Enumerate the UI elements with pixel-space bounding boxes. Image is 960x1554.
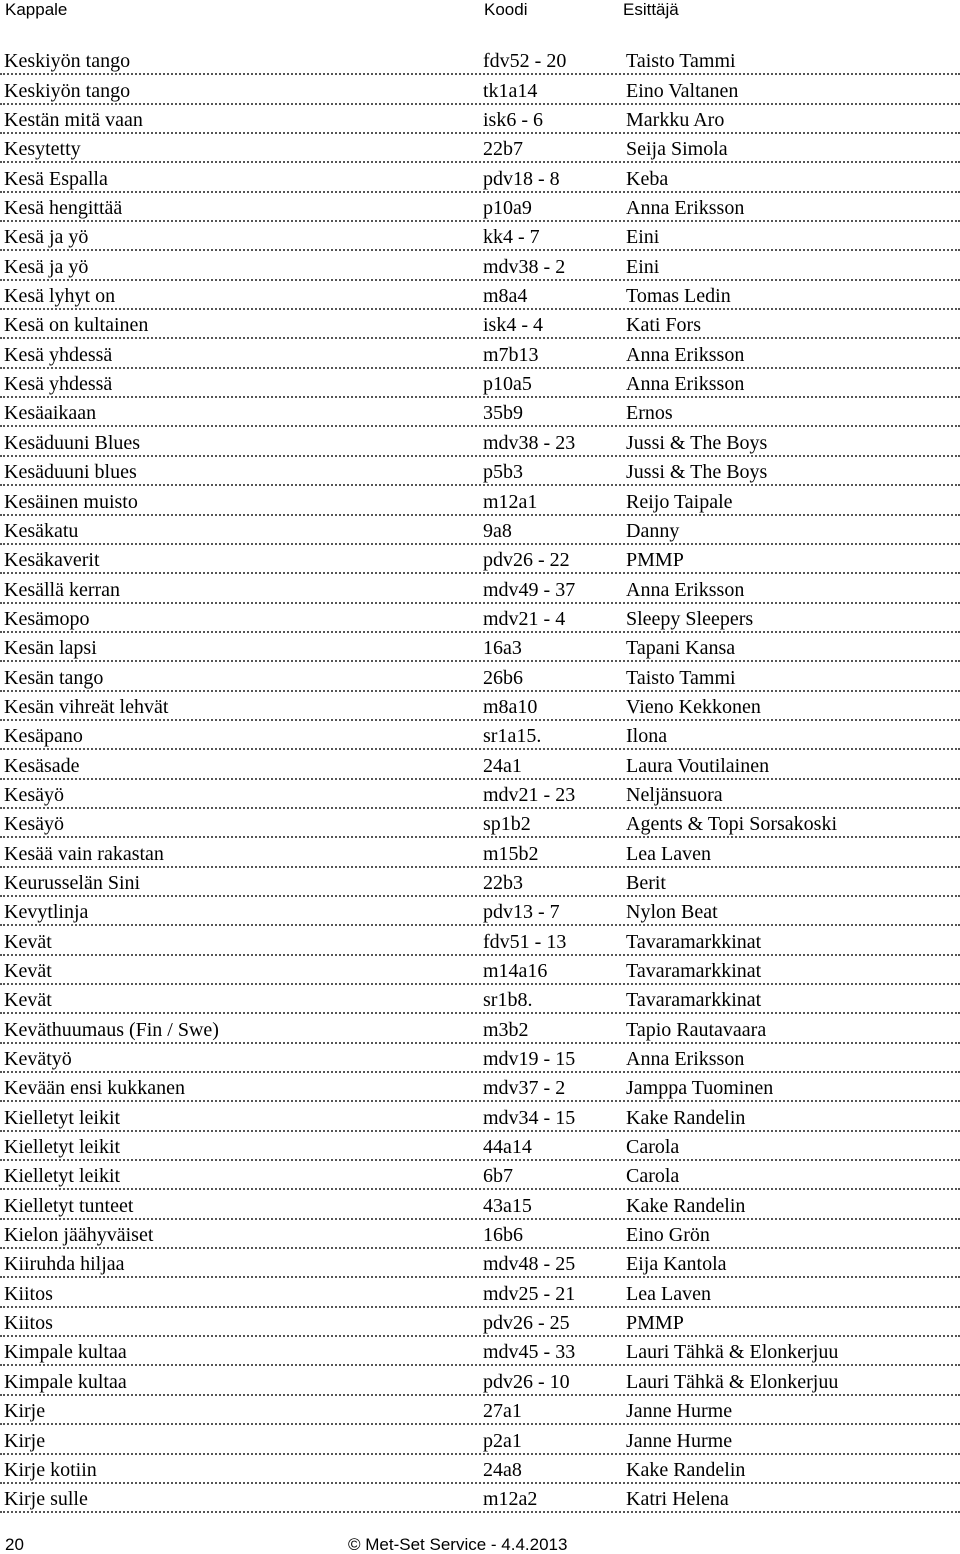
list-item <box>0 868 960 897</box>
list-item <box>0 75 960 104</box>
list-item <box>0 692 960 721</box>
song-artist: Taisto Tammi <box>626 666 736 689</box>
song-artist: Tapani Kansa <box>626 637 736 660</box>
song-title: Kielletyt leikit <box>4 1165 121 1188</box>
song-artist: Anna Eriksson <box>626 343 745 366</box>
song-code: p10a9 <box>483 197 532 220</box>
list-item <box>0 633 960 662</box>
list-item <box>0 574 960 603</box>
song-artist: PMMP <box>626 549 684 572</box>
list-item <box>0 134 960 163</box>
list-item <box>0 662 960 691</box>
song-title: Kesä on kultainen <box>4 314 149 337</box>
song-artist: Eino Valtanen <box>626 79 739 102</box>
list-item <box>0 1278 960 1307</box>
song-code: pdv13 - 7 <box>483 901 560 924</box>
list-item <box>0 251 960 280</box>
song-artist: Janne Hurme <box>626 1429 733 1452</box>
song-title: Kesytetty <box>4 138 81 161</box>
list-item <box>0 1190 960 1219</box>
song-title: Kevytlinja <box>4 901 89 924</box>
list-item <box>0 222 960 251</box>
song-title: Kesä Espalla <box>4 167 108 190</box>
song-artist: Agents & Topi Sorsakoski <box>626 813 838 836</box>
page-footer <box>0 1535 960 1554</box>
song-code: 22b7 <box>483 138 523 161</box>
song-code: 35b9 <box>483 402 523 425</box>
song-title: Kesä yhdessä <box>4 343 113 366</box>
song-title: Kevät <box>4 989 52 1012</box>
list-item <box>0 838 960 867</box>
list-item <box>0 985 960 1014</box>
song-artist: Tomas Ledin <box>626 285 731 308</box>
song-code: mdv21 - 4 <box>483 607 566 630</box>
song-title: Kevätyö <box>4 1048 72 1071</box>
header-song: Kappale <box>5 0 68 19</box>
list-item <box>0 1455 960 1484</box>
song-artist: Jussi & The Boys <box>626 461 768 484</box>
song-code: 43a15 <box>483 1194 532 1217</box>
song-code: 24a1 <box>483 754 522 777</box>
header-code: Koodi <box>484 0 528 19</box>
list-item <box>0 721 960 750</box>
song-title: Kimpale kultaa <box>4 1341 127 1364</box>
song-code: 6b7 <box>483 1165 513 1188</box>
song-title: Kesä ja yö <box>4 255 89 278</box>
song-title: Kirje kotiin <box>4 1458 97 1481</box>
list-item <box>0 1425 960 1454</box>
song-code: fdv52 - 20 <box>483 50 567 73</box>
song-artist: Jussi & The Boys <box>626 431 768 454</box>
song-artist: Keba <box>626 167 669 190</box>
list-item <box>0 926 960 955</box>
song-code: mdv45 - 33 <box>483 1341 576 1364</box>
song-code: p10a5 <box>483 373 532 396</box>
list-item <box>0 604 960 633</box>
list-item <box>0 809 960 838</box>
song-title: Kirje <box>4 1429 46 1452</box>
song-code: mdv38 - 23 <box>483 431 576 454</box>
song-code: pdv26 - 22 <box>483 549 570 572</box>
song-artist: Eini <box>626 226 660 249</box>
list-item <box>0 457 960 486</box>
song-artist: Eini <box>626 255 660 278</box>
song-code: 27a1 <box>483 1400 522 1423</box>
list-item <box>0 897 960 926</box>
song-title: Kesän tango <box>4 666 104 689</box>
song-artist: Anna Eriksson <box>626 197 745 220</box>
song-title: Kiitos <box>4 1312 53 1335</box>
song-code: mdv38 - 2 <box>483 255 566 278</box>
song-artist: Vieno Kekkonen <box>626 695 761 718</box>
song-title: Kielletyt leikit <box>4 1106 121 1129</box>
song-code: m12a1 <box>483 490 538 513</box>
song-title: Kesäkatu <box>4 519 79 542</box>
song-artist: Anna Eriksson <box>626 578 745 601</box>
song-code: 26b6 <box>483 666 523 689</box>
song-title: Kiiruhda hiljaa <box>4 1253 125 1276</box>
song-artist: Sleepy Sleepers <box>626 607 754 630</box>
song-title: Kesäinen muisto <box>4 490 138 513</box>
list-item <box>0 1366 960 1395</box>
column-header <box>0 0 960 22</box>
song-artist: Katri Helena <box>626 1488 729 1511</box>
list-item <box>0 1396 960 1425</box>
song-artist: Neljänsuora <box>626 783 723 806</box>
song-title: Kesämopo <box>4 607 90 630</box>
song-artist: Tavaramarkkinat <box>626 989 762 1012</box>
song-code: m7b13 <box>483 343 539 366</box>
song-title: Kevät <box>4 960 52 982</box>
list-item <box>0 398 960 427</box>
song-artist: Anna Eriksson <box>626 373 745 396</box>
song-code: 9a8 <box>483 519 512 542</box>
song-title: Kevät <box>4 930 52 953</box>
list-item <box>0 1220 960 1249</box>
song-artist: Kake Randelin <box>626 1194 746 1217</box>
page-number: 20 <box>5 1535 24 1554</box>
song-title: Kesä lyhyt on <box>4 285 116 308</box>
song-artist: PMMP <box>626 1312 684 1335</box>
list-item <box>0 281 960 310</box>
song-code: p5b3 <box>483 461 523 484</box>
song-title: Keurusselän Sini <box>4 871 141 894</box>
song-list <box>0 46 960 1513</box>
song-title: Kiitos <box>4 1282 53 1305</box>
song-title: Kesä yhdessä <box>4 373 113 396</box>
song-code: mdv21 - 23 <box>483 783 576 806</box>
song-code: mdv48 - 25 <box>483 1253 576 1276</box>
song-artist: Janne Hurme <box>626 1400 733 1423</box>
song-title: Keskiyön tango <box>4 79 131 102</box>
song-code: 16b6 <box>483 1224 523 1247</box>
song-title: Keskiyön tango <box>4 50 131 73</box>
song-artist: Nylon Beat <box>626 901 718 924</box>
song-title: Kesäyö <box>4 813 64 836</box>
list-item <box>0 1073 960 1102</box>
list-item <box>0 427 960 456</box>
header-artist: Esittäjä <box>623 0 679 19</box>
song-artist: Jamppa Tuominen <box>626 1077 774 1100</box>
song-code: sr1b8. <box>483 989 533 1012</box>
song-code: m15b2 <box>483 842 539 865</box>
list-item <box>0 1014 960 1043</box>
song-code: pdv18 - 8 <box>483 167 560 190</box>
list-item <box>0 1484 960 1513</box>
song-title: Kirje <box>4 1400 46 1423</box>
song-artist: Markku Aro <box>626 109 725 132</box>
song-artist: Eija Kantola <box>626 1253 727 1276</box>
song-code: 22b3 <box>483 871 523 894</box>
song-code: isk6 - 6 <box>483 109 543 132</box>
list-item <box>0 780 960 809</box>
song-code: sp1b2 <box>483 813 531 836</box>
list-item <box>0 1102 960 1131</box>
list-item <box>0 339 960 368</box>
song-title: Keväthuumaus (Fin / Swe) <box>4 1018 219 1041</box>
song-code: m14a16 <box>483 960 548 982</box>
song-code: tk1a14 <box>483 79 538 102</box>
song-code: mdv37 - 2 <box>483 1077 566 1100</box>
song-artist: Seija Simola <box>626 138 728 161</box>
song-artist: Eino Grön <box>626 1224 710 1247</box>
list-item <box>0 46 960 75</box>
song-artist: Tavaramarkkinat <box>626 960 762 982</box>
song-artist: Lea Laven <box>626 1282 711 1305</box>
song-code: 44a14 <box>483 1136 532 1159</box>
song-code: mdv19 - 15 <box>483 1048 576 1071</box>
song-artist: Kati Fors <box>626 314 701 337</box>
list-item <box>0 1161 960 1190</box>
copyright-notice: © Met-Set Service - 4.4.2013 <box>348 1535 568 1554</box>
song-code: m8a4 <box>483 285 528 308</box>
song-code: pdv26 - 10 <box>483 1370 570 1393</box>
song-code: sr1a15. <box>483 725 542 748</box>
song-code: pdv26 - 25 <box>483 1312 570 1335</box>
list-item <box>0 1337 960 1366</box>
song-artist: Tapio Rautavaara <box>626 1018 767 1041</box>
song-title: Kesällä kerran <box>4 578 121 601</box>
song-code: isk4 - 4 <box>483 314 543 337</box>
song-artist: Carola <box>626 1165 680 1188</box>
song-artist: Kake Randelin <box>626 1458 746 1481</box>
song-code: m3b2 <box>483 1018 529 1041</box>
song-title: Kesäsade <box>4 754 80 777</box>
song-artist: Lea Laven <box>626 842 711 865</box>
song-code: mdv34 - 15 <box>483 1106 576 1129</box>
list-item <box>0 516 960 545</box>
song-artist: Anna Eriksson <box>626 1048 745 1071</box>
list-item <box>0 750 960 779</box>
list-item <box>0 1249 960 1278</box>
song-title: Kesä ja yö <box>4 226 89 249</box>
song-artist: Lauri Tähkä & Elonkerjuu <box>626 1341 839 1364</box>
song-title: Kestän mitä vaan <box>4 109 143 132</box>
song-code: mdv49 - 37 <box>483 578 576 601</box>
list-item <box>0 369 960 398</box>
list-item <box>0 163 960 192</box>
song-title: Kesäduuni Blues <box>4 431 141 454</box>
list-item <box>0 486 960 515</box>
list-item <box>0 193 960 222</box>
list-item <box>0 310 960 339</box>
song-artist: Lauri Tähkä & Elonkerjuu <box>626 1370 839 1393</box>
song-artist: Carola <box>626 1136 680 1159</box>
song-title: Kesäaikaan <box>4 402 97 425</box>
list-item <box>0 105 960 134</box>
list-item <box>0 545 960 574</box>
song-title: Kesäyö <box>4 783 64 806</box>
list-item <box>0 1132 960 1161</box>
song-title: Kevään ensi kukkanen <box>4 1077 186 1100</box>
song-artist: Taisto Tammi <box>626 50 736 73</box>
song-title: Kirje sulle <box>4 1488 88 1511</box>
song-title: Kesäpano <box>4 725 83 748</box>
list-item <box>0 1044 960 1073</box>
song-artist: Reijo Taipale <box>626 490 733 513</box>
song-artist: Laura Voutilainen <box>626 754 770 777</box>
song-title: Kesää vain rakastan <box>4 842 164 865</box>
song-code: mdv25 - 21 <box>483 1282 576 1305</box>
song-artist: Ilona <box>626 725 668 748</box>
song-title: Kesäkaverit <box>4 549 100 572</box>
song-title: Kesän lapsi <box>4 637 97 660</box>
song-code: 24a8 <box>483 1458 522 1481</box>
list-item <box>0 956 960 985</box>
song-artist: Berit <box>626 871 666 894</box>
song-artist: Ernos <box>626 402 673 425</box>
song-artist: Tavaramarkkinat <box>626 930 762 953</box>
song-title: Kielletyt tunteet <box>4 1194 134 1217</box>
song-code: kk4 - 7 <box>483 226 540 249</box>
song-code: m12a2 <box>483 1488 538 1511</box>
song-title: Kesäduuni blues <box>4 461 137 484</box>
song-artist: Danny <box>626 519 680 542</box>
song-title: Kielletyt leikit <box>4 1136 121 1159</box>
song-artist: Kake Randelin <box>626 1106 746 1129</box>
song-code: m8a10 <box>483 695 538 718</box>
song-title: Kielon jäähyväiset <box>4 1224 154 1247</box>
song-title: Kesän vihreät lehvät <box>4 695 169 718</box>
song-code: 16a3 <box>483 637 522 660</box>
song-title: Kimpale kultaa <box>4 1370 127 1393</box>
song-code: fdv51 - 13 <box>483 930 567 953</box>
song-title: Kesä hengittää <box>4 197 123 220</box>
list-item <box>0 1308 960 1337</box>
song-code: p2a1 <box>483 1429 522 1452</box>
